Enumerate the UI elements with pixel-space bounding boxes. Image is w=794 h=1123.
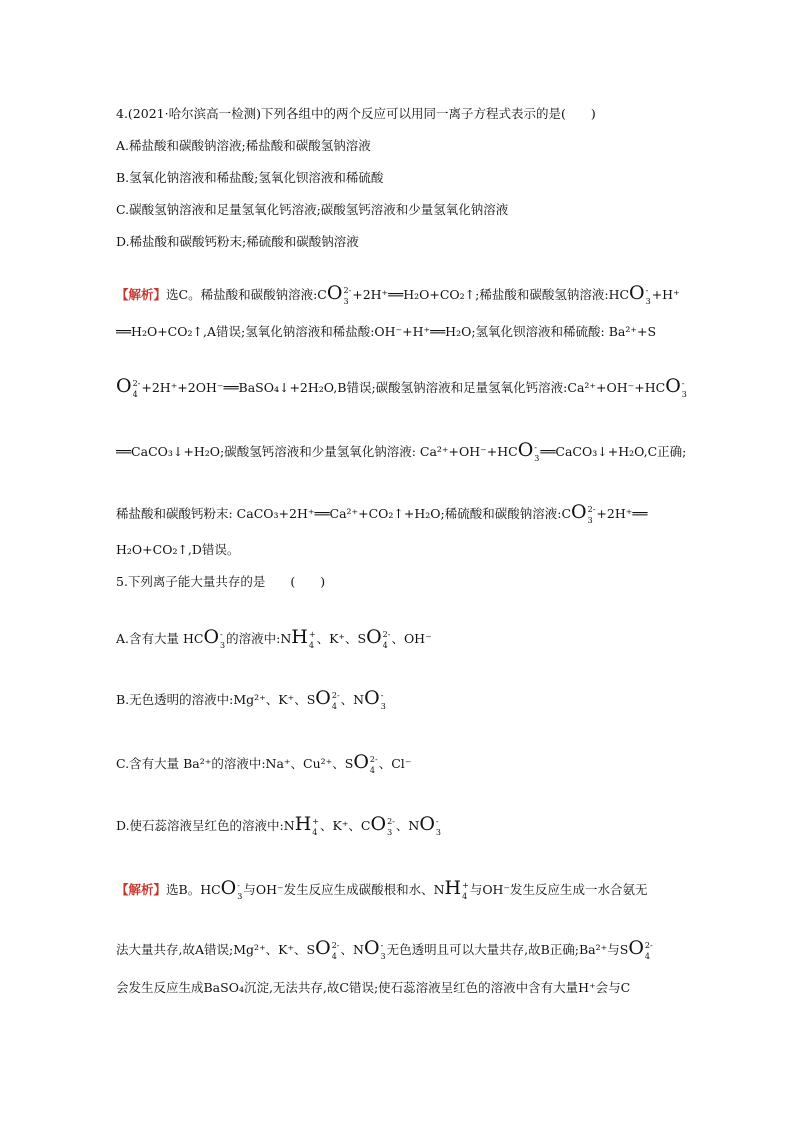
- q4-analysis-line3: O 2- 4 +2H⁺+2OH⁻══BaSO₄↓+2H₂O,B错误;碳酸氢钠溶液和足量氢氧化钙溶液:Ca²⁺+OH⁻+HCO - 3: [116, 375, 687, 399]
- q4-option-c: C.碳酸氢钠溶液和足量氢氧化钙溶液;碳酸氢钙溶液和少量氢氧化钠溶液: [116, 202, 509, 217]
- q5-analysis-line3: 会发生反应生成BaSO₄沉淀,无法共存,故C错误;使石蕊溶液呈红色的溶液中含有大量H⁺会与C: [116, 980, 631, 995]
- q5-analysis-line2: 法大量共存,故A错误;Mg²⁺、K⁺、SO 2- 4 、NO - 3 无色透明且可以大量共存,故B正确;Ba²⁺与SO 2- 4: [116, 937, 653, 961]
- q4-option-a: A.稀盐酸和碳酸钠溶液;稀盐酸和碳酸氢钠溶液: [116, 138, 371, 153]
- q5-option-a: A.含有大量 HCO - 3 的溶液中:NH + 4 、K⁺、SO 2- 4 、OH⁻: [116, 626, 432, 650]
- q4-analysis-line4: ══CaCO₃↓+H₂O;碳酸氢钙溶液和少量氢氧化钠溶液: Ca²⁺+OH⁻+HCO - 3 ══CaCO₃↓+H₂O,C正确;: [116, 439, 687, 463]
- analysis-tag: 【解析】: [116, 882, 167, 897]
- q5-option-b: B.无色透明的溶液中:Mg²⁺、K⁺、SO 2- 4 、NO - 3: [116, 687, 386, 711]
- q4-analysis-line1: 【解析】选C。稀盐酸和碳酸钠溶液:CO 2- 3 +2H⁺══H₂O+CO₂↑;稀盐酸和碳酸氢钠溶液:HCO - 3 +H⁺: [116, 282, 680, 306]
- q5-analysis-line1: 【解析】选B。HCO - 3 与OH⁻发生反应生成碳酸根和水、NH + 4 与OH⁻发生反应生成一水合氨无: [116, 877, 648, 901]
- q4-option-d: D.稀盐酸和碳酸钙粉末;稀硫酸和碳酸钠溶液: [116, 234, 359, 249]
- q5-stem: 5.下列离子能大量共存的是 ( ): [116, 574, 326, 589]
- analysis-tag: 【解析】: [116, 287, 167, 302]
- q4-analysis-line6: H₂O+CO₂↑,D错误。: [116, 542, 240, 557]
- q5-option-d: D.使石蕊溶液呈红色的溶液中:NH + 4 、K⁺、CO 2- 3 、NO - 3: [116, 813, 441, 837]
- q4-analysis-line5: 稀盐酸和碳酸钙粉末: CaCO₃+2H⁺══Ca²⁺+CO₂↑+H₂O;稀硫酸和碳酸钠溶液:CO 2- 3 +2H⁺══: [116, 501, 648, 525]
- q4-option-b: B.氢氧化钠溶液和稀盐酸;氢氧化钡溶液和稀硫酸: [116, 170, 384, 185]
- q5-option-c: C.含有大量 Ba²⁺的溶液中:Na⁺、Cu²⁺、SO 2- 4 、Cl⁻: [116, 751, 412, 775]
- q4-analysis-line2: ══H₂O+CO₂↑,A错误;氢氧化钠溶液和稀盐酸:OH⁻+H⁺══H₂O;氢氧化钡溶液和稀硫酸: Ba²⁺+S: [116, 324, 657, 339]
- q4-stem: 4.(2021·哈尔滨高一检测)下列各组中的两个反应可以用同一离子方程式表示的是( ): [116, 106, 596, 121]
